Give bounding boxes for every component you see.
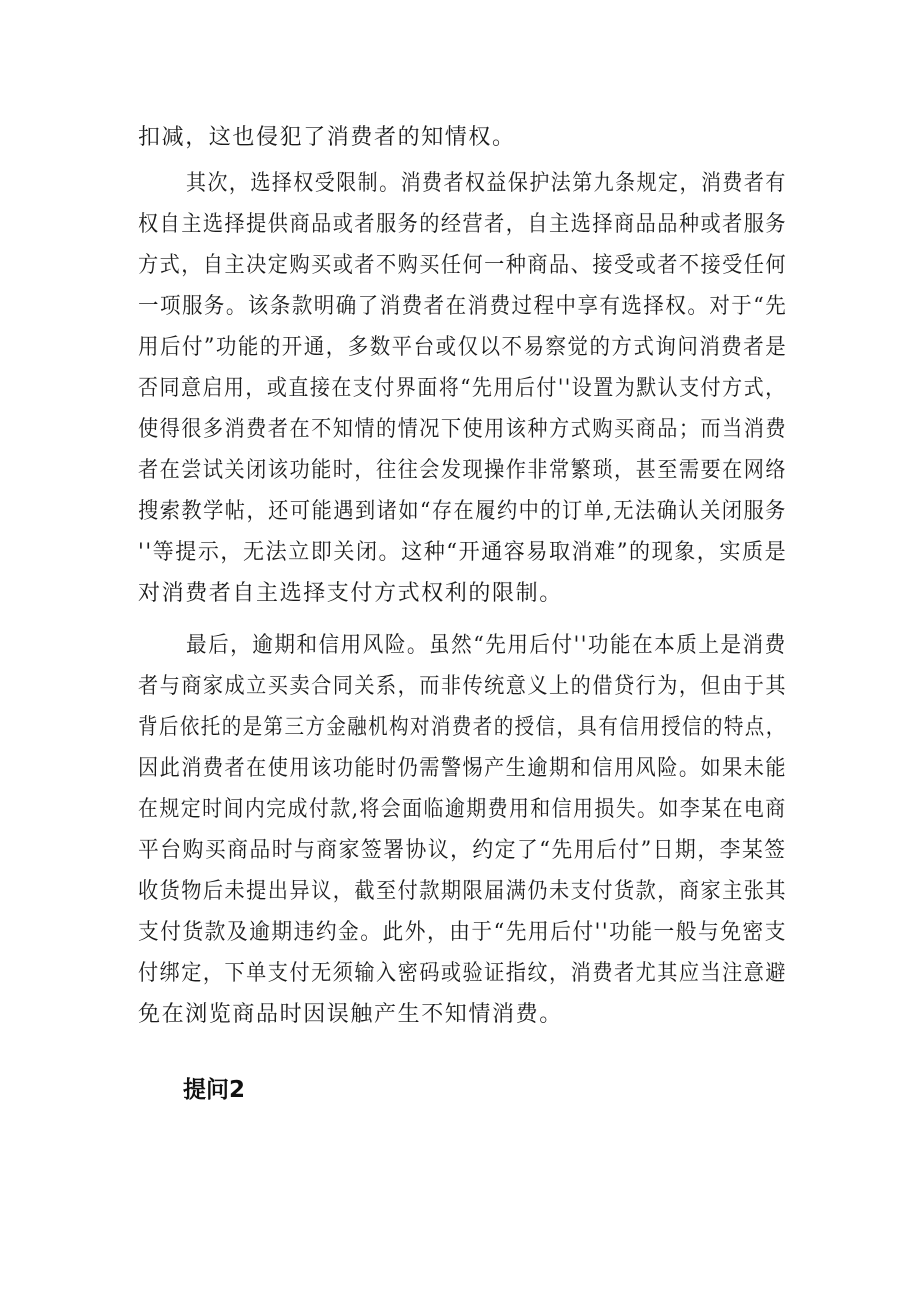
text-line: 扣减，这也侵犯了消费者的知情权。 — [138, 125, 516, 150]
text-line: 搜索教学帖，还可能遇到诸如“存在履约中的订单,无法确认关闭服务 — [138, 499, 787, 524]
text-line: 平台购买商品时与商家签署协议，约定了“先用后付”日期，李某签 — [138, 838, 787, 863]
text-line: 免在浏览商品时因误触产生不知情消费。 — [138, 1002, 563, 1027]
text-line: ''等提示，无法立即关闭。这种“开通容易取消难”的现象，实质是 — [138, 540, 788, 565]
text-line: 用后付”功能的开通，多数平台或仅以不易察觉的方式询问消费者是 — [138, 335, 788, 360]
text-line: 对消费者自主选择支付方式权利的限制。 — [138, 581, 563, 606]
text-line: 收货物后未提出异议，截至付款期限届满仍未支付货款，商家主张其 — [138, 879, 788, 904]
text-line: 权自主选择提供商品或者服务的经营者，自主选择商品品种或者服务 — [138, 212, 788, 237]
text-line: 否同意启用，或直接在支付界面将“先用后付''设置为默认支付方式， — [138, 376, 787, 401]
paragraph-first-line: 其次，选择权受限制。消费者权益保护法第九条规定，消费者有 — [186, 171, 787, 196]
text-line: 者与商家成立买卖合同关系，而非传统意义上的借贷行为，但由于其 — [138, 674, 788, 699]
text-line: 使得很多消费者在不知情的情况下使用该种方式购买商品；而当消费 — [138, 417, 788, 442]
paragraph-first-line: 最后，逾期和信用风险。虽然“先用后付''功能在本质上是消费 — [186, 633, 787, 658]
text-line: 者在尝试关闭该功能时，往往会发现操作非常繁琐，甚至需要在网络 — [138, 458, 788, 483]
text-line: 背后依托的是第三方金融机构对消费者的授信，具有信用授信的特点， — [138, 715, 787, 740]
text-line: 付绑定，下单支付无须输入密码或验证指纹，消费者尤其应当注意避 — [138, 961, 788, 986]
text-line: 支付货款及逾期违约金。此外，由于“先用后付''功能一般与免密支 — [138, 920, 787, 945]
text-line: 因此消费者在使用该功能时仍需警惕产生逾期和信用风险。如果未能 — [138, 756, 788, 781]
section-heading: 提问2 — [183, 1077, 246, 1103]
text-line: 方式，自主决定购买或者不购买任何一种商品、接受或者不接受任何 — [138, 253, 788, 278]
text-line: 一项服务。该条款明确了消费者在消费过程中享有选择权。对于“先 — [138, 294, 788, 319]
text-line: 在规定时间内完成付款,将会面临逾期费用和信用损失。如李某在电商 — [138, 797, 787, 822]
